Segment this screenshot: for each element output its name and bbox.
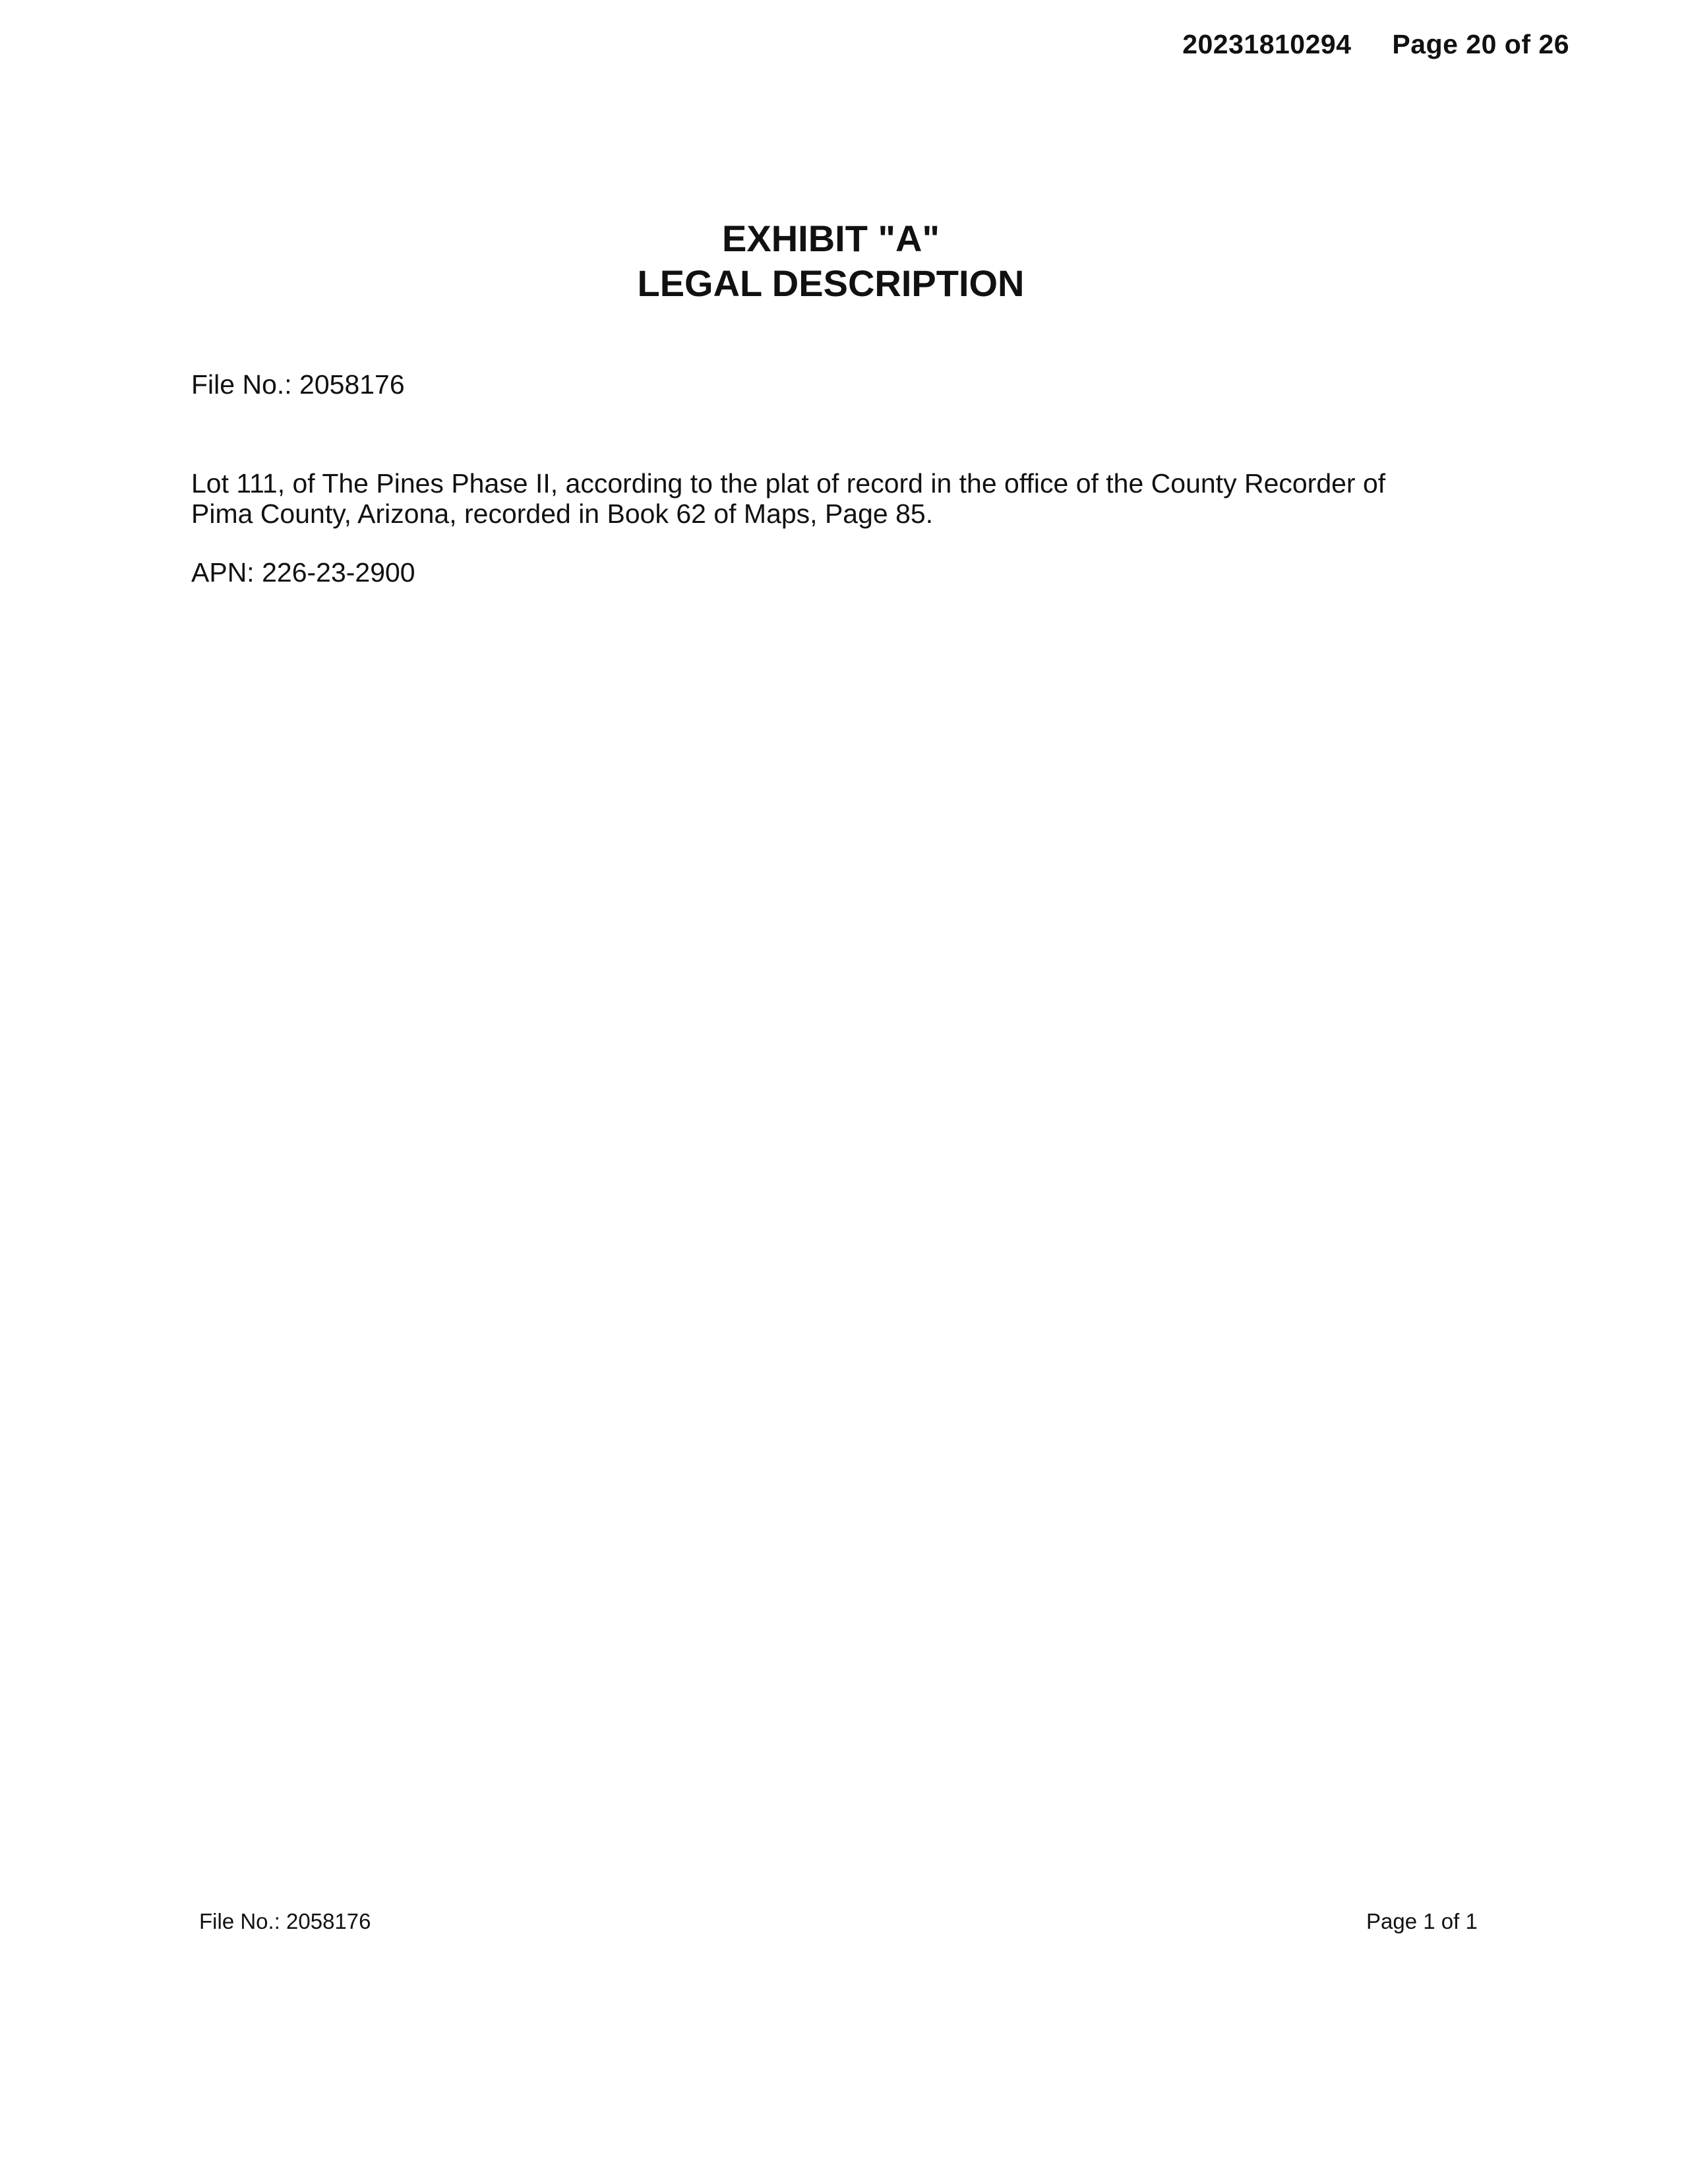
legal-description [191,468,1385,529]
exhibit-heading: EXHIBIT "A" [721,218,940,259]
legal-description-line-2: Pima County, Arizona, recorded in Book 62 of Maps, Page 85. [191,499,934,529]
document-number: 20231810294 [1182,29,1352,59]
exhibit-title [0,216,1662,306]
recording-header [1182,29,1569,60]
footer-page-number: Page 1 of 1 [1366,1909,1478,1933]
legal-description-heading: LEGAL DESCRIPTION [637,262,1025,304]
footer-file-number: File No.: 2058176 [199,1909,371,1933]
apn-number: APN: 226-23-2900 [191,557,415,588]
legal-description-line-1: Lot 111, of The Pines Phase II, according to the plat of record in the office of the County Recorder of [191,468,1386,499]
file-number: File No.: 2058176 [191,369,405,400]
page-indicator: Page 20 of 26 [1392,29,1569,59]
